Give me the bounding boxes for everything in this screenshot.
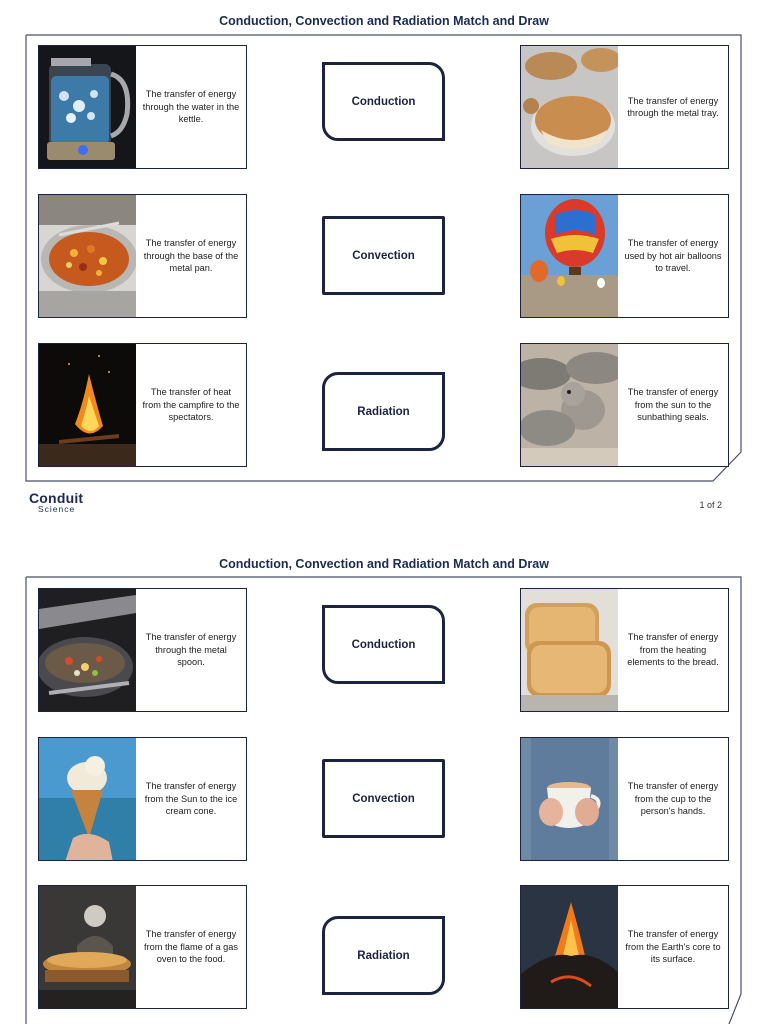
card-text: The transfer of energy through the base of the metal pan. xyxy=(143,238,239,274)
brand-name: Conduit xyxy=(29,490,84,506)
worksheet-page-2 xyxy=(0,543,768,1024)
toast-image xyxy=(521,589,618,711)
volcano-image xyxy=(521,886,618,1008)
card-hot-air-balloons[interactable] xyxy=(520,194,729,318)
muffins-image xyxy=(521,46,618,168)
card-text: The transfer of energy from the sun to the sunbathing seals. xyxy=(627,387,719,423)
term-convection[interactable]: Convection xyxy=(322,759,445,838)
term-radiation[interactable]: Radiation xyxy=(322,372,445,451)
oven-image xyxy=(39,886,136,1008)
hot-air-balloons-image xyxy=(521,195,618,317)
card-toast[interactable] xyxy=(520,588,729,712)
term-radiation[interactable]: Radiation xyxy=(322,916,445,995)
campfire-image xyxy=(39,344,136,466)
card-text: The transfer of energy from the flame of a gas oven to the food. xyxy=(144,929,238,965)
page-title: Conduction, Convection and Radiation Match and Draw xyxy=(219,14,549,28)
card-text: The transfer of energy from the Earth's core to its surface. xyxy=(625,929,721,965)
card-text: The transfer of energy from the heating elements to the bread. xyxy=(627,632,719,668)
card-text: The transfer of energy from the cup to the person's hands. xyxy=(627,781,719,817)
ice-cream-image xyxy=(39,738,136,860)
card-metal-tray[interactable] xyxy=(520,45,729,169)
card-hot-cup[interactable] xyxy=(520,737,729,861)
card-gas-oven[interactable] xyxy=(38,885,247,1009)
page-number: 1 of 2 xyxy=(699,500,722,510)
card-text: The transfer of energy through the metal tray. xyxy=(627,95,719,118)
card-text: The transfer of energy through the water in the kettle. xyxy=(142,89,240,125)
card-text: The transfer of energy used by hot air balloons to travel. xyxy=(624,238,722,274)
brand-sub: Science xyxy=(38,504,76,514)
card-volcano[interactable] xyxy=(520,885,729,1009)
metal-pan-image xyxy=(39,195,136,317)
page-title: Conduction, Convection and Radiation Match and Draw xyxy=(219,557,549,571)
brand-logo xyxy=(29,490,83,514)
term-conduction[interactable]: Conduction xyxy=(322,605,445,684)
term-conduction[interactable]: Conduction xyxy=(322,62,445,141)
card-metal-pan[interactable] xyxy=(38,194,247,318)
card-text: The transfer of energy through the metal spoon. xyxy=(145,632,237,668)
card-kettle[interactable] xyxy=(38,45,247,169)
card-text: The transfer of energy from the Sun to the ice cream cone. xyxy=(144,781,238,817)
hot-cup-image xyxy=(521,738,618,860)
term-convection[interactable]: Convection xyxy=(322,216,445,295)
kettle-image xyxy=(39,46,136,168)
card-campfire[interactable] xyxy=(38,343,247,467)
card-text: The transfer of heat from the campfire to the spectators. xyxy=(142,387,240,423)
card-ice-cream[interactable] xyxy=(38,737,247,861)
card-metal-spoon[interactable] xyxy=(38,588,247,712)
wok-image xyxy=(39,589,136,711)
card-seals[interactable] xyxy=(520,343,729,467)
seals-image xyxy=(521,344,618,466)
